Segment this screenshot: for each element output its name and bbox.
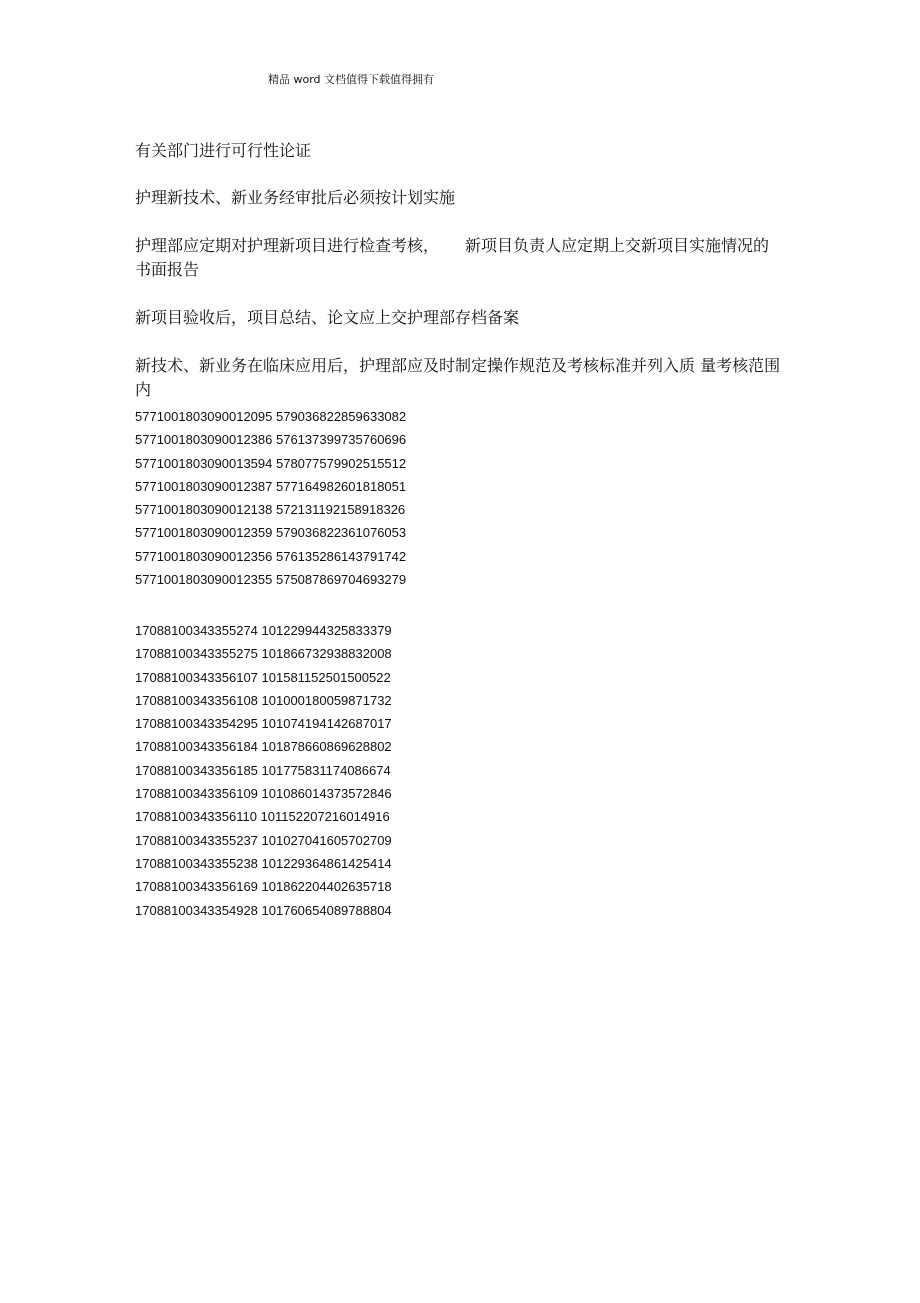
code-list-primary: [135, 405, 406, 591]
code-line: 17088100343356110 101152207216014916: [135, 809, 390, 825]
code-line: 5771001803090012356 576135286143791742: [135, 548, 407, 564]
code-line: 17088100343355275 101866732938832008: [135, 646, 392, 662]
paragraph-standards: 新技术、新业务在临床应用后，护理部应及时制定操作规范及考核标准并列入质 量考核范围内: [135, 356, 781, 399]
code-line: 17088100343356107 101581152501500522: [135, 669, 391, 685]
code-line: 5771001803090012387 577164982601818051: [135, 478, 407, 494]
paragraph-acceptance: 新项目验收后，项目总结、论文应上交护理部存档备案: [135, 308, 520, 327]
code-line: 17088100343356109 101086014373572846: [135, 786, 392, 802]
paragraph-approval: 护理新技术、新业务经审批后必须按计划实施: [135, 188, 456, 207]
code-line: 17088100343355238 101229364861425414: [135, 855, 392, 871]
code-line: 17088100343356169 101862204402635718: [135, 879, 392, 895]
code-line: 17088100343354295 101074194142687017: [135, 716, 392, 732]
code-line: 17088100343355237 101027041605702709: [135, 832, 392, 848]
code-line: 5771001803090012359 579036822361076053: [135, 525, 407, 541]
code-line: 5771001803090012355 575087869704693279: [135, 572, 407, 588]
code-line: 17088100343355274 101229944325833379: [135, 623, 392, 638]
code-line: 17088100343354928 101760654089788804: [135, 902, 392, 918]
paragraph-inspection: [135, 234, 785, 282]
code-line: 17088100343356185 101775831174086674: [135, 762, 391, 778]
header-note: 精品 word 文档值得下载值得拥有: [268, 73, 435, 86]
code-list-secondary: [135, 619, 392, 922]
paragraph-inspection-part-2: 新项目负责人应定期上交新项目实施情况的书面报告: [135, 236, 770, 279]
code-line: 17088100343356108 101000180059871732: [135, 692, 392, 708]
code-line: 17088100343356184 101878660869628802: [135, 739, 392, 755]
code-line: 5771001803090012386 576137399735760696: [135, 432, 407, 448]
paragraph-feasibility: 有关部门进行可行性论证: [135, 141, 312, 160]
code-line: 5771001803090012138 572131192158918326: [135, 502, 406, 518]
paragraph-inspection-part-1: 护理部应定期对护理新项目进行检查考核，: [135, 236, 440, 255]
code-line: 5771001803090012095 579036822859633082: [135, 409, 407, 424]
code-line: 5771001803090013594 578077579902515512: [135, 455, 407, 471]
